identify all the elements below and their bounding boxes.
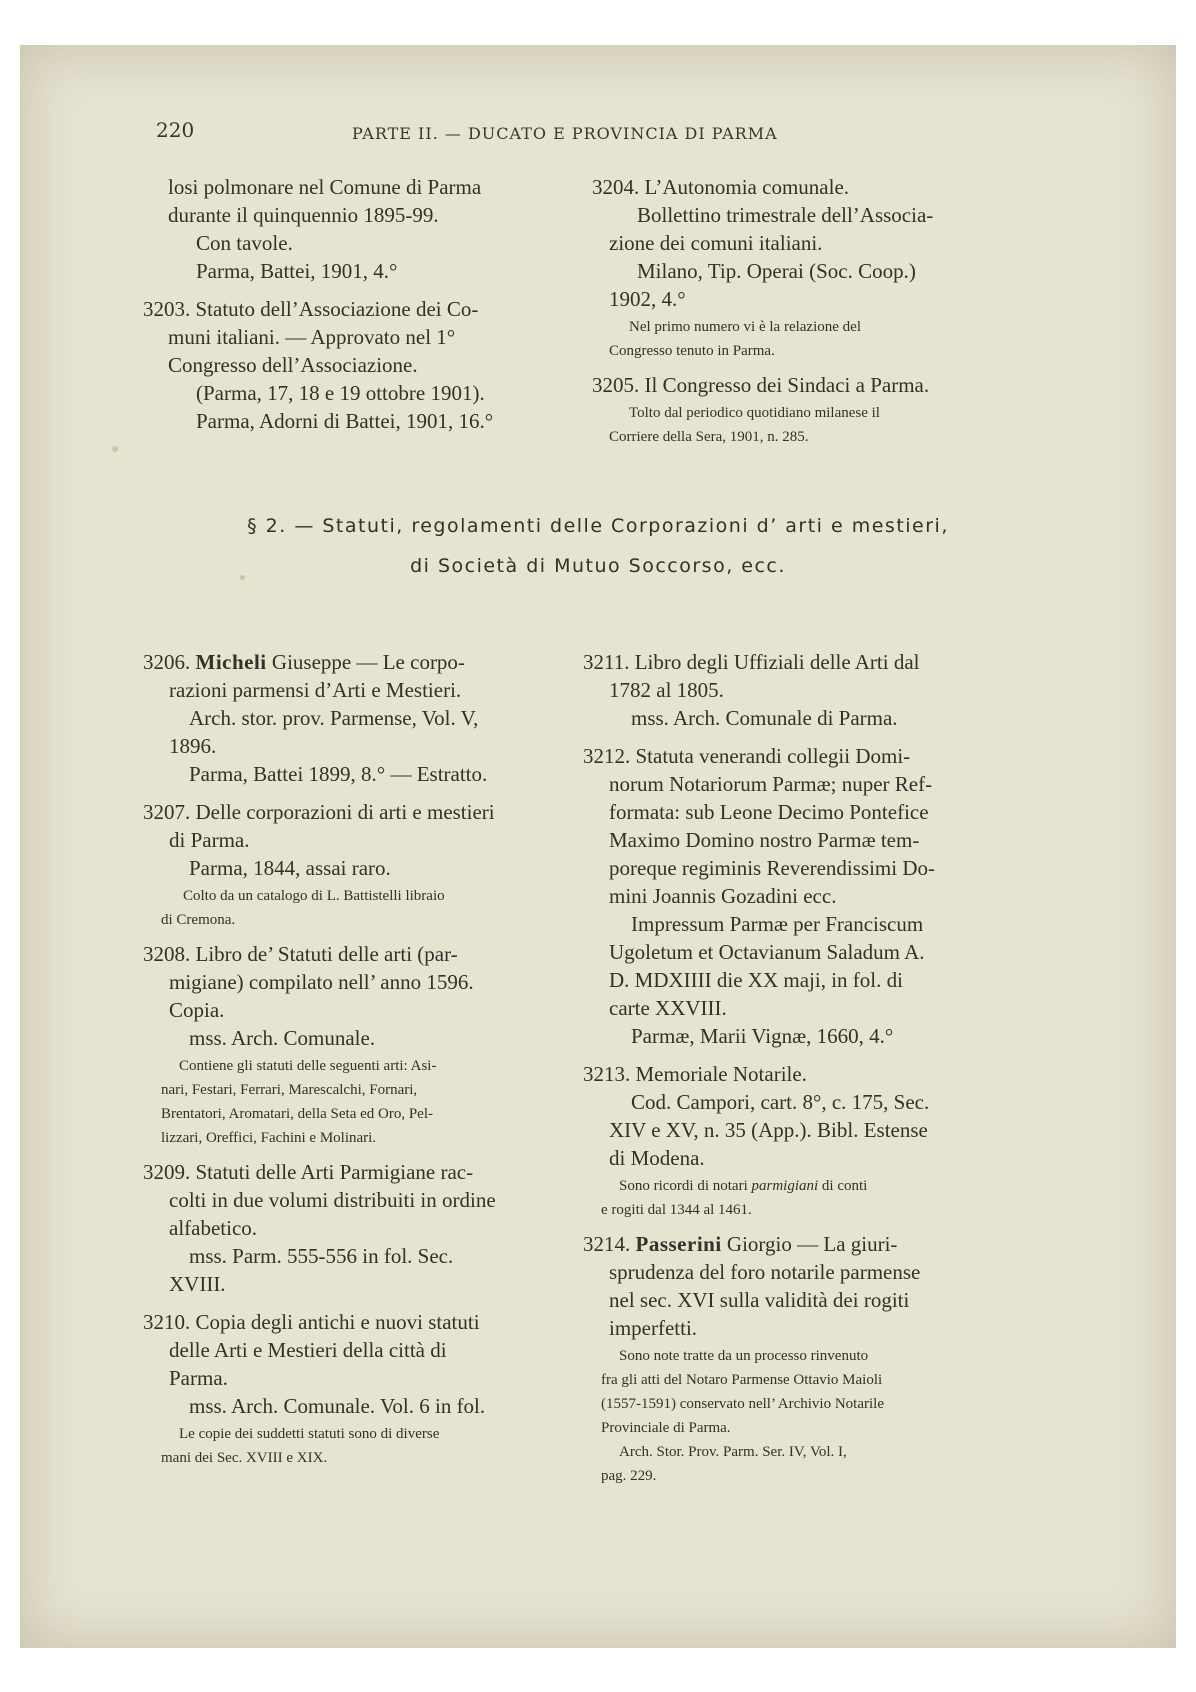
note-line: lizzari, Oreffici, Fachini e Molinari.: [161, 1130, 377, 1146]
text-line: mini Joannis Gozadini ecc.: [609, 884, 837, 908]
text-line: 1896.: [169, 734, 217, 758]
entry-3203: [143, 295, 568, 435]
text-line: 3212. Statuta venerandi collegii Domi-: [583, 744, 911, 768]
text-line: Parma, Adorni di Battei, 1901, 16.°: [196, 409, 494, 433]
entry-3210: [143, 1308, 563, 1468]
text-line: Maximo Domino nostro Parmæ tem-: [609, 828, 920, 852]
text-line: Parma, 1844, assai raro.: [189, 856, 391, 880]
text-line: di Parma.: [169, 828, 250, 852]
text-line: nel sec. XVI sulla validità dei rogiti: [609, 1288, 910, 1312]
text-line: 3204. L’Autonomia comunale.: [592, 175, 850, 199]
entry-3214: [583, 1230, 1013, 1486]
paper-spot: [112, 446, 118, 452]
text-line: (Parma, 17, 18 e 19 ottobre 1901).: [196, 381, 485, 405]
top-left-column: [143, 173, 568, 445]
text-line: losi polmonare nel Comune di Parma: [168, 175, 482, 199]
running-title: PARTE II. — DUCATO E PROVINCIA DI PARMA: [352, 124, 778, 143]
text-line: 3207. Delle corporazioni di arti e mestieri: [143, 800, 495, 824]
note-line: Arch. Stor. Prov. Parm. Ser. IV, Vol. I,: [619, 1444, 847, 1460]
text-line: Congresso dell’Associazione.: [168, 353, 418, 377]
entry-3213: [583, 1060, 1013, 1220]
note-line: Brentatori, Aromatari, della Seta ed Oro, Pel-: [161, 1106, 433, 1122]
note-line: Le copie dei suddetti statuti sono di diverse: [179, 1426, 440, 1442]
section-heading: § 2. — Statuti, regolamenti delle Corporazioni d’ arti e mestieri,: [247, 515, 949, 537]
text-line: colti in due volumi distribuiti in ordine: [169, 1188, 496, 1212]
text-line: muni italiani. — Approvato nel 1°: [168, 325, 456, 349]
text-line: 3210. Copia degli antichi e nuovi statuti: [143, 1310, 480, 1334]
entry-3208: [143, 940, 563, 1148]
text-line: sprudenza del foro notarile parmense: [609, 1260, 921, 1284]
text-line: formata: sub Leone Decimo Pontefice: [609, 800, 929, 824]
text-line: XIV e XV, n. 35 (App.). Bibl. Estense: [609, 1118, 928, 1142]
entry-3212: [583, 742, 1013, 1050]
text-line: Parma.: [169, 1366, 228, 1390]
note-line: Sono ricordi di notari parmigiani di conti: [619, 1178, 868, 1194]
text-line: 1782 al 1805.: [609, 678, 724, 702]
text-line: zione dei comuni italiani.: [609, 231, 823, 255]
text-line: Impressum Parmæ per Franciscum: [631, 912, 924, 936]
entry-3207: [143, 798, 563, 930]
text-line: D. MDXIIII die XX maji, in fol. di: [609, 968, 903, 992]
note-line: Colto da un catalogo di L. Battistelli libraio: [183, 888, 445, 904]
note-line: e rogiti dal 1344 al 1461.: [601, 1202, 752, 1218]
text-line: Bollettino trimestrale dell’Associa-: [637, 203, 934, 227]
entry-3205: [592, 371, 1012, 447]
text-line: 3208. Libro de’ Statuti delle arti (par-: [143, 942, 458, 966]
text-line: 3213. Memoriale Notarile.: [583, 1062, 807, 1086]
note-line: nari, Festari, Ferrari, Marescalchi, Fornari,: [161, 1082, 418, 1098]
text-line: 1902, 4.°: [609, 287, 686, 311]
section-subheading: di Società di Mutuo Soccorso, ecc.: [410, 555, 786, 577]
top-right-column: [592, 173, 1012, 457]
text-line: poreque regiminis Reverendissimi Do-: [609, 856, 936, 880]
text-line: mss. Arch. Comunale. Vol. 6 in fol.: [189, 1394, 486, 1418]
text-line: Cod. Campori, cart. 8°, c. 175, Sec.: [631, 1090, 930, 1114]
text-line: 3211. Libro degli Uffiziali delle Arti dal: [583, 650, 920, 674]
text-line: migiane) compilato nell’ anno 1596.: [169, 970, 474, 994]
author-name: Micheli: [195, 650, 267, 674]
text-line: XVIII.: [169, 1272, 226, 1296]
text-line: 3206. Micheli Giuseppe — Le corpo-: [143, 650, 465, 674]
note-line: Tolto dal periodico quotidiano milanese il: [629, 405, 880, 421]
text-line: carte XXVIII.: [609, 996, 727, 1020]
text-line: razioni parmensi d’Arti e Mestieri.: [169, 678, 462, 702]
note-line: Contiene gli statuti delle seguenti arti: Asi-: [179, 1058, 437, 1074]
text-line: delle Arti e Mestieri della città di: [169, 1338, 447, 1362]
text-line: Ugoletum et Octavianum Saladum A.: [609, 940, 925, 964]
entry-3211: [583, 648, 1013, 732]
text-line: 3209. Statuti delle Arti Parmigiane rac-: [143, 1160, 474, 1184]
text-line: Con tavole.: [196, 231, 293, 255]
note-line: Corriere della Sera, 1901, n. 285.: [609, 429, 809, 445]
page-number: 220: [156, 118, 195, 142]
note-line: mani dei Sec. XVIII e XIX.: [161, 1450, 328, 1466]
right-column: [583, 648, 1013, 1496]
text-line: mss. Arch. Comunale di Parma.: [631, 706, 898, 730]
note-line: pag. 229.: [601, 1468, 657, 1484]
note-line: Nel primo numero vi è la relazione del: [629, 319, 861, 335]
note-line: di Cremona.: [161, 912, 236, 928]
note-line: (1557-1591) conservato nell’ Archivio Notarile: [601, 1396, 884, 1412]
note-line: Congresso tenuto in Parma.: [609, 343, 775, 359]
note-line: Provinciale di Parma.: [601, 1420, 731, 1436]
text-line: di Modena.: [609, 1146, 705, 1170]
text-line: 3205. Il Congresso dei Sindaci a Parma.: [592, 373, 930, 397]
entry-continued: [168, 173, 568, 285]
entry-3209: [143, 1158, 563, 1298]
text-line: durante il quinquennio 1895-99.: [168, 203, 439, 227]
text-line: alfabetico.: [169, 1216, 258, 1240]
text-line: Parmæ, Marii Vignæ, 1660, 4.°: [631, 1024, 894, 1048]
entry-3206: [143, 648, 563, 788]
text-line: mss. Parm. 555-556 in fol. Sec.: [189, 1244, 454, 1268]
text-line: mss. Arch. Comunale.: [189, 1026, 376, 1050]
author-name: Passerini: [635, 1232, 722, 1256]
text-line: 3214. Passerini Giorgio — La giuri-: [583, 1232, 898, 1256]
entry-3204: [592, 173, 1012, 361]
text-line: Copia.: [169, 998, 225, 1022]
text-line: Parma, Battei, 1901, 4.°: [196, 259, 398, 283]
text-line: Milano, Tip. Operai (Soc. Coop.): [637, 259, 916, 283]
text-line: norum Notariorum Parmæ; nuper Ref-: [609, 772, 933, 796]
left-column: [143, 648, 563, 1478]
text-line: Arch. stor. prov. Parmense, Vol. V,: [189, 706, 479, 730]
text-line: Parma, Battei 1899, 8.° — Estratto.: [189, 762, 488, 786]
note-line: fra gli atti del Notaro Parmense Ottavio Maioli: [601, 1372, 883, 1388]
note-line: Sono note tratte da un processo rinvenuto: [619, 1348, 869, 1364]
text-line: 3203. Statuto dell’Associazione dei Co-: [143, 297, 479, 321]
text-line: imperfetti.: [609, 1316, 698, 1340]
